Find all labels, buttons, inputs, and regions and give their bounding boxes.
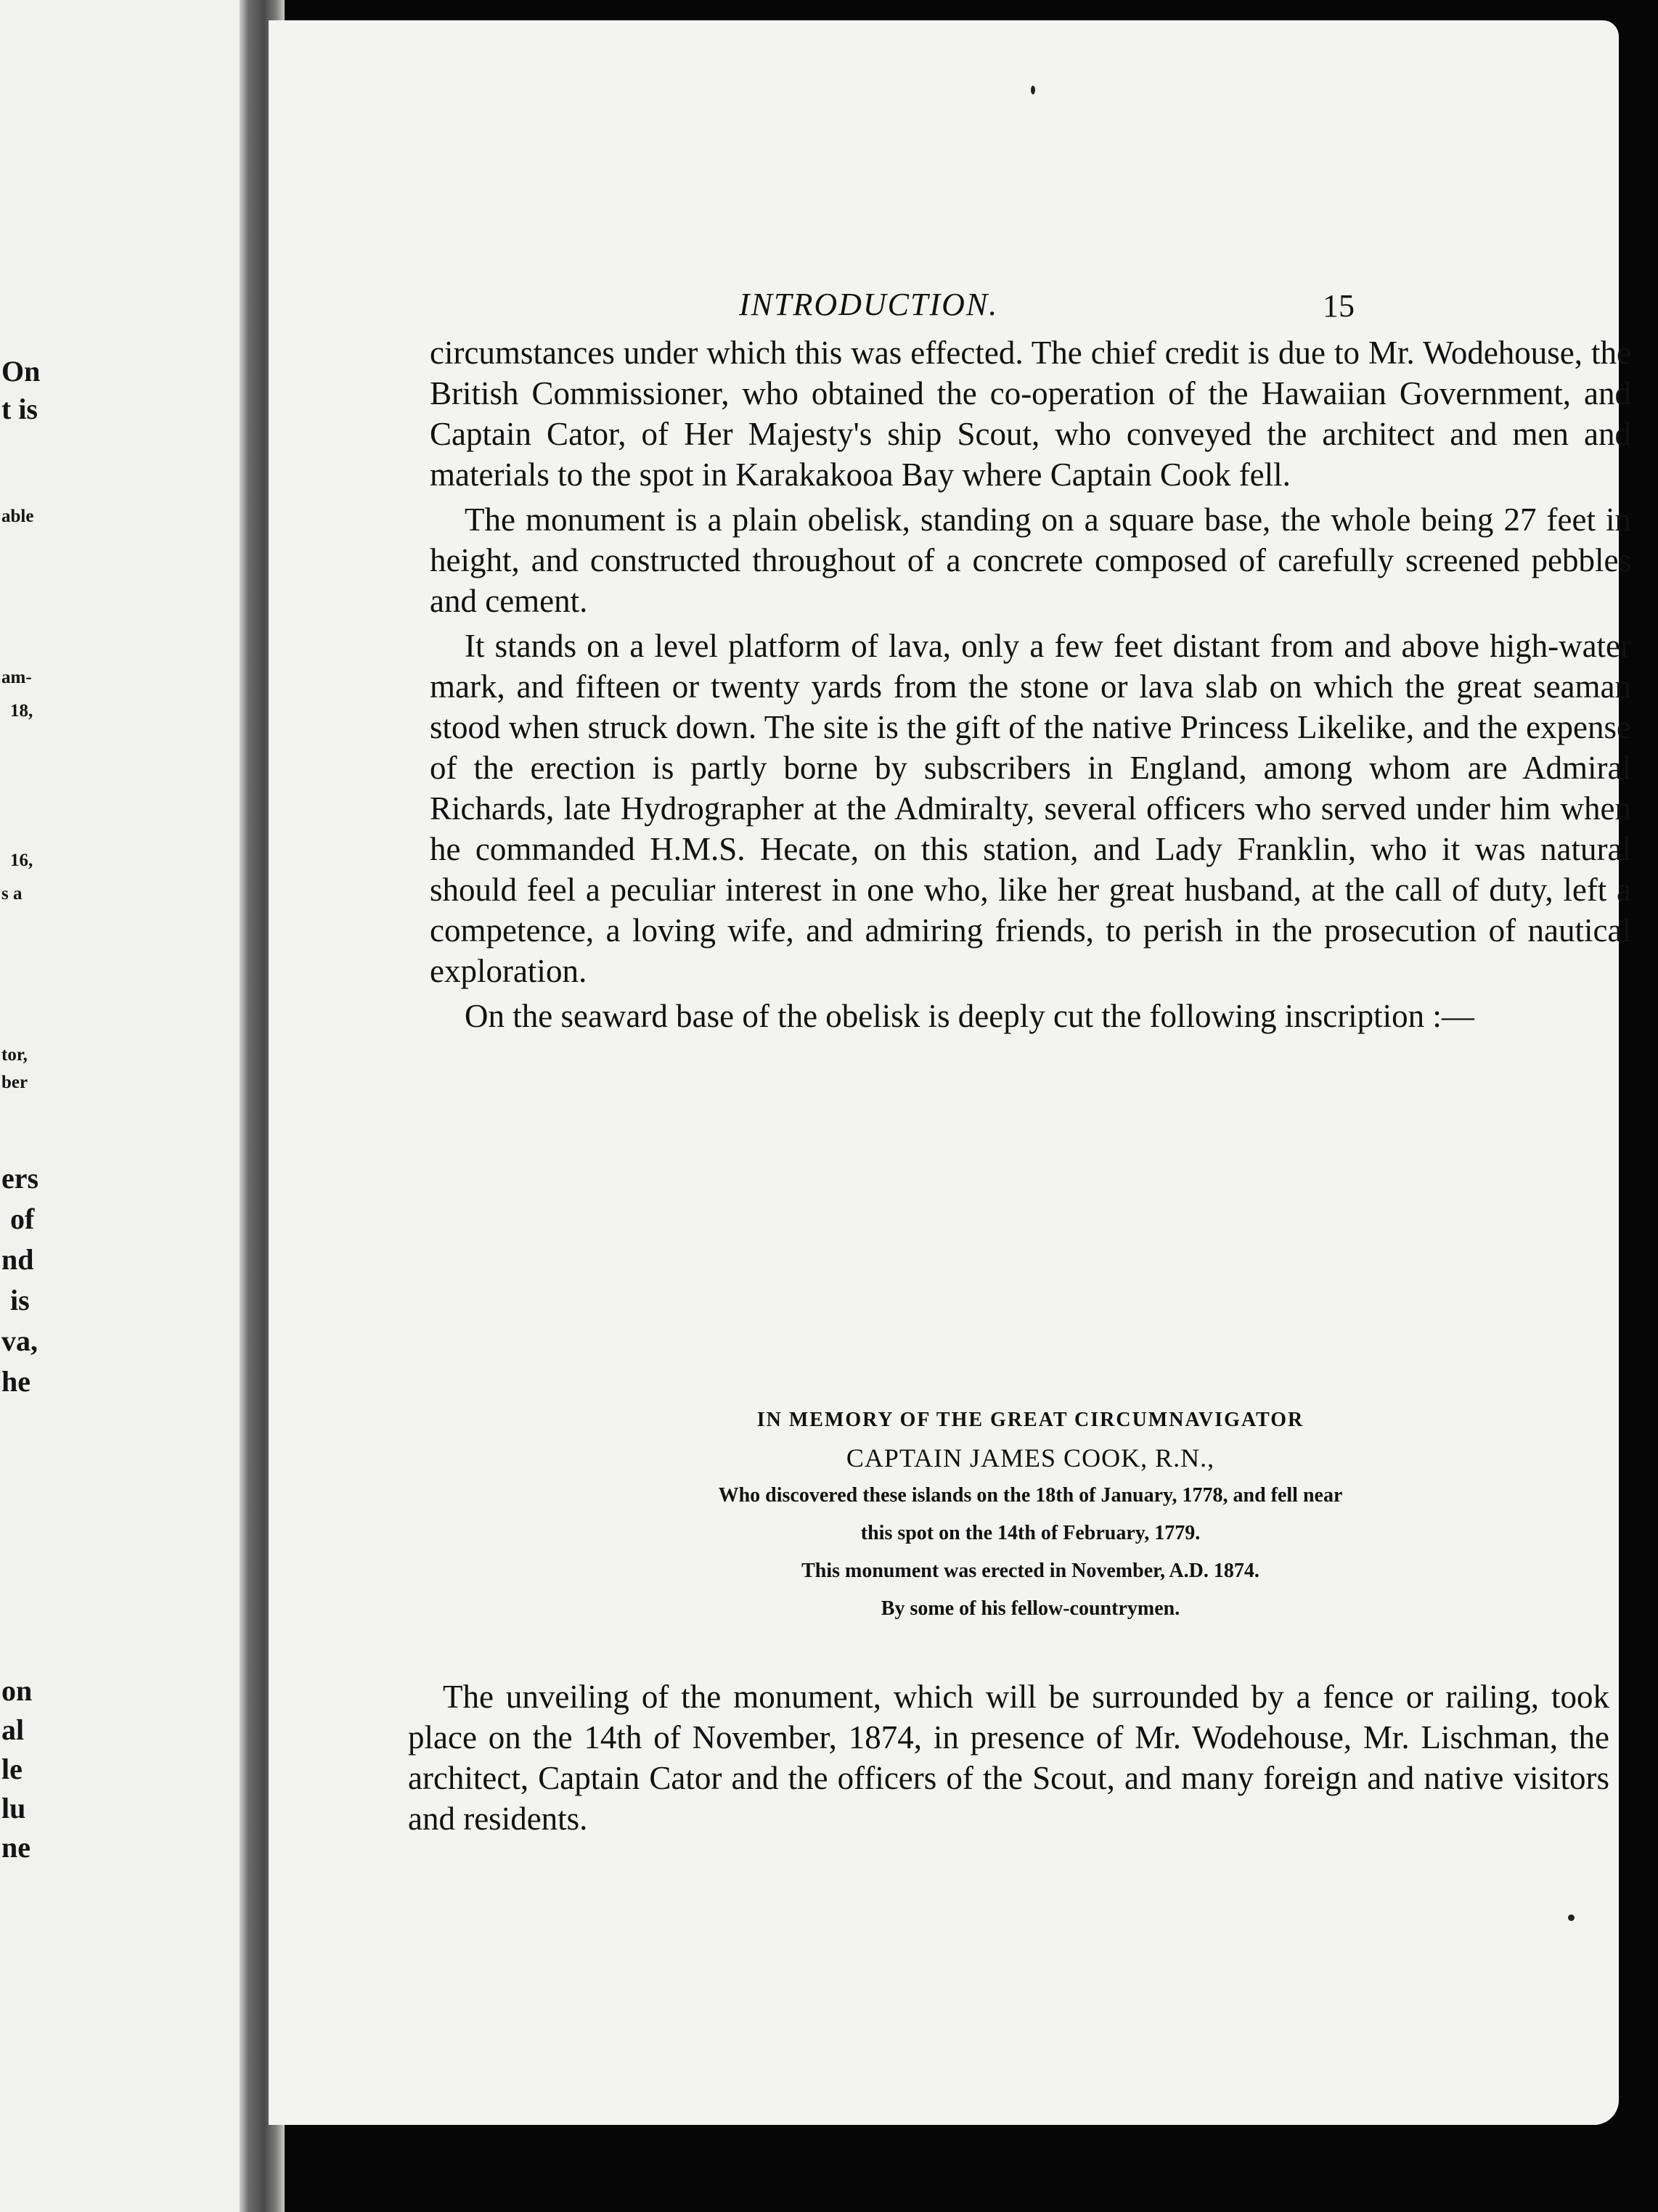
left-page-fragment: tor,	[1, 1045, 28, 1065]
inscription-line: This monument was erected in November, A.D. 1874.	[801, 1560, 1259, 1582]
left-page-fragment: 18,	[10, 701, 33, 721]
left-page-fragment: 16,	[10, 851, 33, 870]
right-page	[269, 20, 1631, 2125]
running-head: INTRODUCTION.	[739, 287, 999, 322]
inscription-line: By some of his fellow-countrymen.	[881, 1597, 1180, 1620]
closing-text	[408, 1676, 1609, 1839]
paragraph: circumstances under which this was effected. The chief credit is due to Mr. Wodehouse, the British Commissioner, who obtained the co-operation of the Hawaiian Government, and Captain Cator, of Her Majesty's ship Scout, who conveyed the architect and men and materials to the spot in Karakakooa Bay where Captain Cook fell.	[430, 335, 1631, 493]
left-page-fragment: t is	[1, 393, 38, 425]
left-page-edge	[0, 0, 241, 2212]
left-page-fragment: on	[1, 1674, 33, 1707]
left-page-fragment: al	[1, 1713, 25, 1746]
page-number: 15	[1323, 288, 1355, 324]
scan-speck	[1031, 86, 1035, 94]
paragraph: On the seaward base of the obelisk is deeply cut the following inscription :—	[465, 998, 1474, 1034]
paragraph: The monument is a plain obelisk, standing on a square base, the whole being 27 feet in height, and constructed throughout of a concrete composed of carefully screened pebbles and cement.	[430, 501, 1631, 619]
inscription-line: Who discovered these islands on the 18th of January, 1778, and fell near	[718, 1484, 1343, 1507]
left-page-fragment: lu	[1, 1792, 26, 1824]
scan-speck	[1568, 1914, 1575, 1921]
left-page-fragment: of	[10, 1203, 35, 1235]
paragraph: The unveiling of the monument, which will be surrounded by a fence or railing, took place on the 14th of November, 1874, in presence of Mr. Wodehouse, Mr. Lischman, the architect, Captain Cator and the officers of the Scout, and many foreign and native visitors and residents.	[408, 1679, 1609, 1837]
inscription-line: this spot on the 14th of February, 1779.	[860, 1522, 1201, 1544]
left-page-fragment: le	[1, 1753, 23, 1785]
left-page-fragment: he	[1, 1365, 30, 1398]
left-page-fragment: ne	[1, 1831, 30, 1864]
left-page-fragment: s a	[1, 884, 23, 904]
paragraph: It stands on a level platform of lava, only a few feet distant from and above high-water mark, and fifteen or twenty yards from the stone or lava slab on which the great seaman stood when struck down. The site is the gift of the native Princess Likelike, and the expense of the erection is partly borne by subscribers in England, among whom are Admiral Richards, late Hydrographer at the Admiralty, several officers who served under him when he commanded H.M.S. Hecate, on this station, and Lady Franklin, who it was natural should feel a peculiar interest in one who, like her great husband, at the call of duty, left a competence, a loving wife, and admiring friends, to perish in the prosecution of nautical exploration.	[430, 628, 1631, 989]
left-page-fragment: nd	[1, 1243, 34, 1276]
body-text	[430, 332, 1631, 1036]
monument-inscription	[430, 1401, 1631, 1628]
left-page-fragment: able	[1, 507, 34, 526]
left-page-fragment: am-	[1, 668, 32, 687]
left-page-fragment: va,	[1, 1324, 38, 1357]
page-header	[269, 279, 1619, 329]
inscription-line: IN MEMORY OF THE GREAT CIRCUMNAVIGATOR	[756, 1409, 1304, 1431]
left-page-fragment: ber	[1, 1073, 28, 1092]
inscription-title: CAPTAIN JAMES COOK, R.N.,	[846, 1443, 1215, 1472]
left-page-fragment: is	[10, 1284, 30, 1316]
left-page-fragment: On	[1, 355, 41, 388]
left-page-fragment: ers	[1, 1162, 39, 1195]
